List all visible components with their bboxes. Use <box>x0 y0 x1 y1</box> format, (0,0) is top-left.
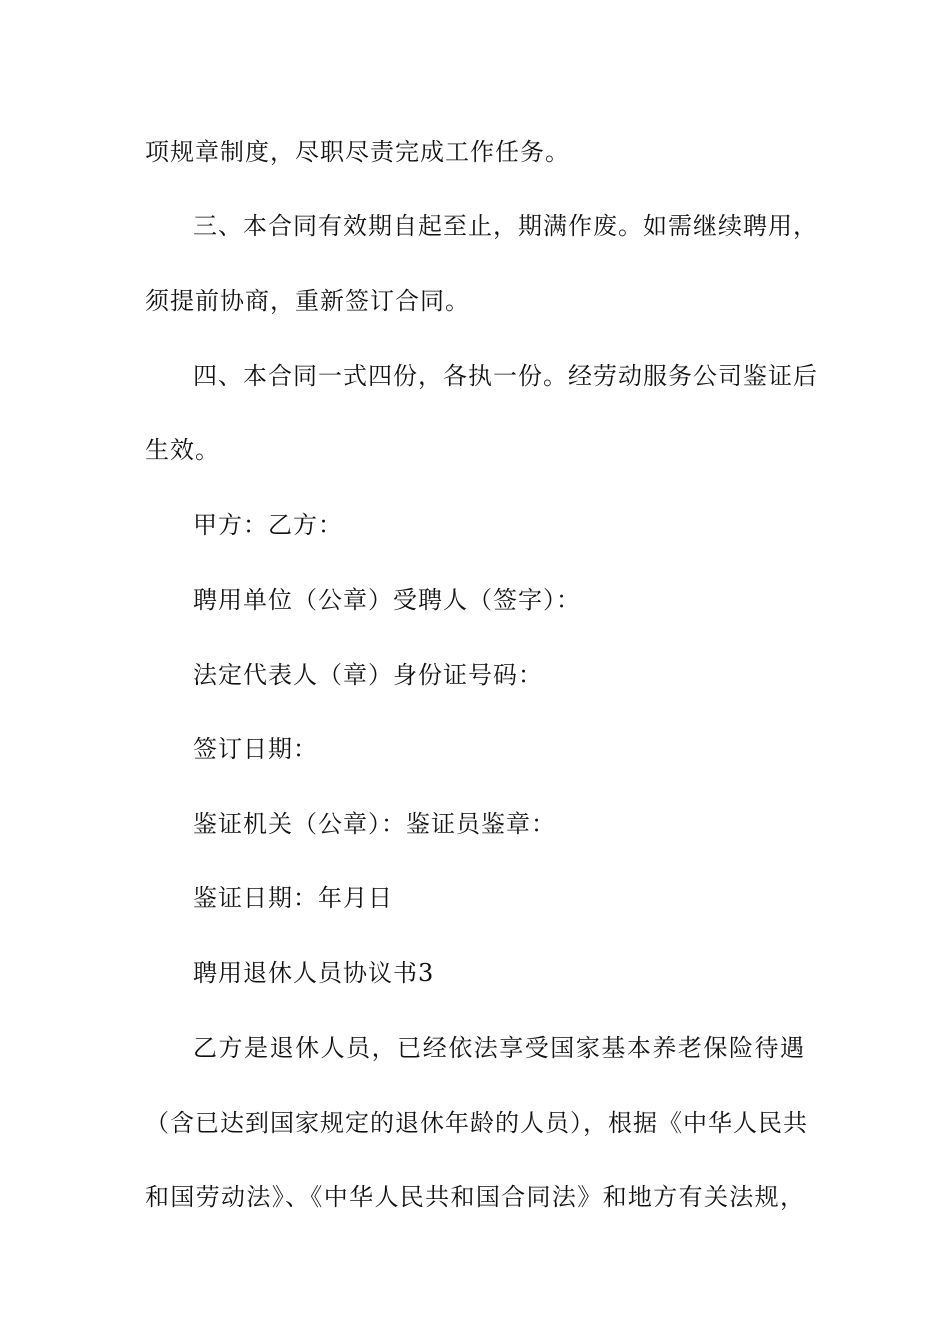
paragraph-line: 和国劳动法》、《中华人民共和国合同法》和地方有关法规， <box>145 1183 805 1211</box>
sign-date-field: 签订日期： <box>193 735 318 763</box>
attestation-date-field: 鉴证日期：年月日 <box>193 884 393 912</box>
paragraph-line: 项规章制度，尽职尽责完成工作任务。 <box>145 138 570 166</box>
paragraph-line: 生效。 <box>145 436 220 464</box>
clause-3-line: 三、本合同有效期自起至止，期满作废。如需继续聘用， <box>193 212 818 240</box>
party-labels: 甲方：乙方： <box>193 511 343 539</box>
paragraph-line: 乙方是退休人员，已经依法享受国家基本养老保险待遇 <box>193 1034 805 1062</box>
signature-field: 聘用单位（公章）受聘人（签字）： <box>193 586 581 614</box>
clause-4-line: 四、本合同一式四份，各执一份。经劳动服务公司鉴证后 <box>193 362 818 390</box>
attestation-field: 鉴证机关（公章）：鉴证员鉴章： <box>193 810 556 838</box>
paragraph-line: （含已达到国家规定的退休年龄的人员），根据《中华人民共 <box>145 1109 808 1137</box>
representative-field: 法定代表人（章）身份证号码： <box>193 661 543 689</box>
paragraph-line: 须提前协商，重新签订合同。 <box>145 287 470 315</box>
section-title: 聘用退休人员协议书3 <box>193 959 435 987</box>
